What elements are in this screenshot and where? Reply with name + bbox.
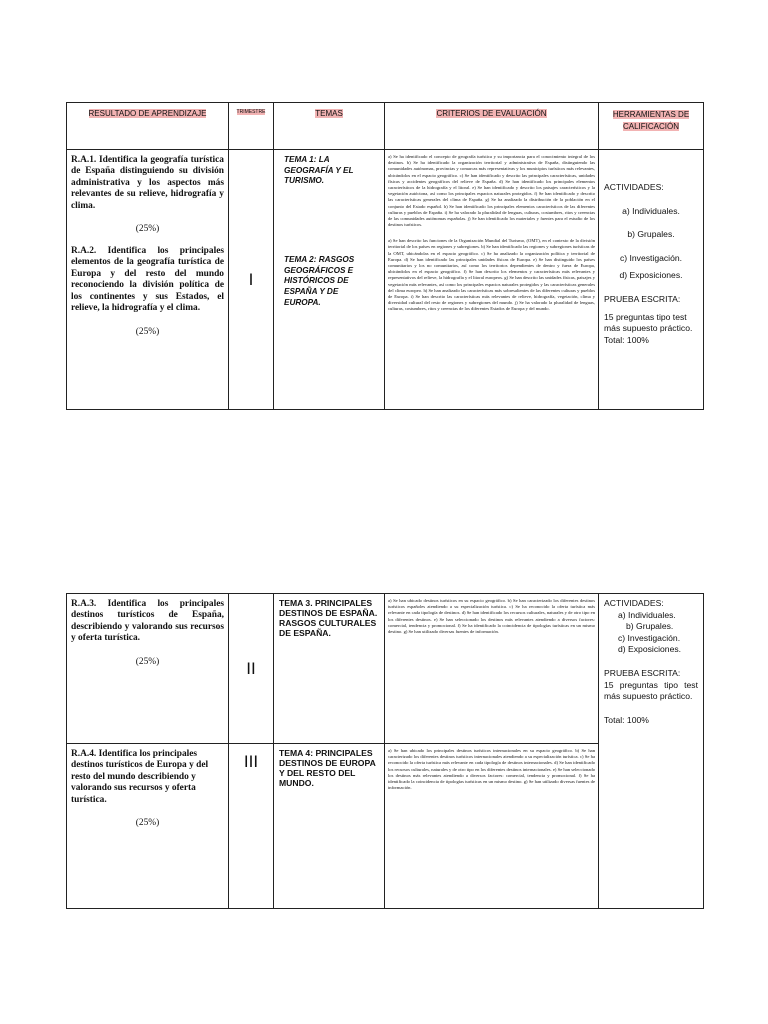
tema2-title: TEMA 2: RASGOS GEOGRÁFICOS E HISTÓRICOS DE ESPAÑA Y DE EUROPA. [284, 254, 355, 307]
ra1-text: R.A.1. Identifica la geografía turística de España distinguiendo su división administrativa y los aspectos más relevantes de su relieve, hidrografía y clima. [71, 155, 224, 211]
ra4-text: R.A.4. Identifica los principales destinos turísticos de Europa y del resto del mundo describiendo y valorando sus recursos y oferta turística. [71, 749, 209, 805]
list-item: b) Grupales. [626, 621, 674, 632]
tema1-title: TEMA 1: LA GEOGRAFÍA Y EL TURISMO. [284, 155, 354, 186]
list-item: d) Exposiciones. [618, 644, 682, 655]
criterios-ra1: a) Se ha identificado el concepto de geografía turística y su importancia para el conocimiento integral de los destinos. b) Se ha identificado la organización territorial y administrativa de España, distinguiendo las comunidades autónomas, provincias y comarcas más representativas y los municipios turísticos más relevantes, ubicándolos en el espacio geográfico. c) Se han identificado y descrito las principales características, unidades físicas y accidentes geográficos del relieve de España. d) Se han identificado los principales elementos característicos de la hidrografía y el litoral. e) Se han identificado y descrito los paisajes característicos y la vegetación autóctona, así como los principales espacios naturales protegidos. f) Se han identificado y descrito las características generales del clima de España. g) Se ha analizado la distribución de la población en el conjunto del Estado español. h) Se han identificado los principales elementos característicos de las diferentes culturas y pueblos de España. i) Se ha valorado la pluralidad de lenguas, culturas, costumbres, ritos y creencias de las comunidades autónomas españolas. j) Se han identificado los materiales y fuentes para el estudio de los destinos turísticos. [388, 154, 595, 228]
prueba-label: PRUEBA ESCRITA: [604, 293, 681, 304]
resultado-cell [67, 150, 229, 410]
header-resultado: RESULTADO DE APRENDIZAJE [67, 103, 229, 150]
herramientas-cell [599, 150, 704, 410]
criterios-ra4: a) Se han ubicado los principales destinos turísticos internacionales en su espacio geográfico. b) Se han caracterizado los diferentes destinos turísticos internacionales atendiendo a su especialización turística. c) Se ha reconocido la oferta turística más relevante en cada tipología de destinos internacionales. d) Se han identificado los recursos culturales, naturales y de otro tipo en los diferentes destinos internacionales. e) Se han seleccionado los destinos más relevantes atendiendo a diversos factores: comercial, tendencia y promocional. f) Se ha identificado la coincidencia de tipologías turísticas en un mismo destino. g) Se han utilizado diversas fuentes de información. [385, 744, 599, 909]
tema3-title: TEMA 3. PRINCIPALES DESTINOS DE ESPAÑA. RASGOS CULTURALES DE ESPAÑA. [274, 594, 385, 744]
header-criterios: CRITERIOS DE EVALUACIÓN [385, 103, 599, 150]
list-item: c) Investigación. [618, 632, 681, 643]
criterios-cell [385, 150, 599, 410]
header-trimestre: TRIMESTRE [229, 103, 274, 150]
table-row [67, 594, 704, 744]
trimestre-cell: III [229, 744, 274, 909]
ra3-weight: (25%) [135, 656, 160, 667]
evaluation-table-2 [66, 593, 704, 909]
resultado-cell [67, 594, 229, 744]
ra4-weight: (25%) [135, 818, 160, 829]
prueba-desc: 15 preguntas tipo test más supuesto práctico. Total: 100% [604, 311, 693, 345]
header-row [67, 103, 704, 150]
actividades-label: ACTIVIDADES: [604, 182, 664, 192]
evaluation-table-1 [66, 102, 704, 410]
header-temas: TEMAS [274, 103, 385, 150]
ra2-weight: (25%) [135, 326, 160, 337]
criterios-ra3: a) Se han ubicado destinos turísticos en su espacio geográfico. b) Se han caracterizado los diferentes destinos turísticos españoles atendiendo a su especialización turística. c) Se ha reconocido la oferta turística más relevante en cada tipología de destinos. d) Se han identificado los recursos culturales, naturales y de otro tipo en los diferentes destinos. e) Se han seleccionado los destinos más relevantes atendiendo a diversos factores: comercial, tendencia y promocional. f) Se ha identificado la coincidencia de tipologías turísticas en un mismo destino. g) Se han utilizado diversas fuentes de información. [385, 594, 599, 744]
ra3-text: R.A.3. Identifica los principales destinos turísticos de España, describiendo y valorando sus recursos y oferta turística. [71, 599, 224, 644]
trimestre-cell: II [229, 594, 274, 744]
prueba-desc: 15 preguntas tipo test más supuesto práctico. [604, 679, 698, 702]
list-item: b) Grupales. [627, 229, 675, 240]
criterios-ra2: a) Se han descrito las funciones de la Organización Mundial del Turismo, (OMT), en el contexto de la división territorial de los países en regiones y subregiones. b) Se han identificado las regiones y subregiones turísticas de la OMT, ubicándolas en el espacio geográfico. c) Se ha analizado la organización política y territorial de Europa. d) Se han identificado las principales unidades físicas de Europa. e) Se han distinguido los países comunitarios y los no comunitarios, así como los territorios dependientes de dentro y fuera de Europa, ubicándolos en el espacio geográfico. f) Se han descrito los elementos y características más relevantes y representativos del relieve, la hidrografía y el litoral europeos. g) Se han descrito las unidades físicas, paisajes y vegetación más relevantes, así como los principales espacios naturales protegidos y las características generales del clima europeo. h) Se han analizado las características más sobresalientes de las diferentes culturas y pueblos de Europa. i) Se han descrito las características más relevantes de relieve, hidrografía, vegetación, clima y diversidad cultural del resto de regiones y subregiones del mundo. j) Se ha valorado la pluralidad de lenguas, culturas, costumbres, ritos y creencias de los diferentes Estados de Europa y del mundo. [388, 238, 595, 312]
list-item: a) Individuales. [618, 609, 676, 620]
list-item: a) Individuales. [622, 205, 680, 216]
prueba-label: PRUEBA ESCRITA: [604, 667, 681, 678]
list-item: d) Exposiciones. [619, 270, 683, 281]
total-label: Total: 100% [604, 714, 649, 725]
list-item: c) Investigación. [619, 252, 683, 263]
ra1-weight: (25%) [135, 224, 160, 235]
tema4-title: TEMA 4: PRINCIPALES DESTINOS DE EUROPA Y DEL RESTO DEL MUNDO. [274, 744, 385, 909]
temas-cell [274, 150, 385, 410]
ra2-text: R.A.2. Identifica los principales elementos de la geografía turística de Europa y del resto del mundo reconociendo la división política de los continentes y sus Estados, el relieve, la hidrografía y el clima. [71, 245, 224, 314]
resultado-cell [67, 744, 229, 909]
actividades-label: ACTIVIDADES: [604, 598, 664, 608]
header-herramientas: HERRAMIENTAS DE CALIFICACIÓN [599, 103, 704, 150]
trimestre-cell: I [229, 150, 274, 410]
table-row [67, 150, 704, 410]
herramientas-cell [599, 594, 704, 909]
